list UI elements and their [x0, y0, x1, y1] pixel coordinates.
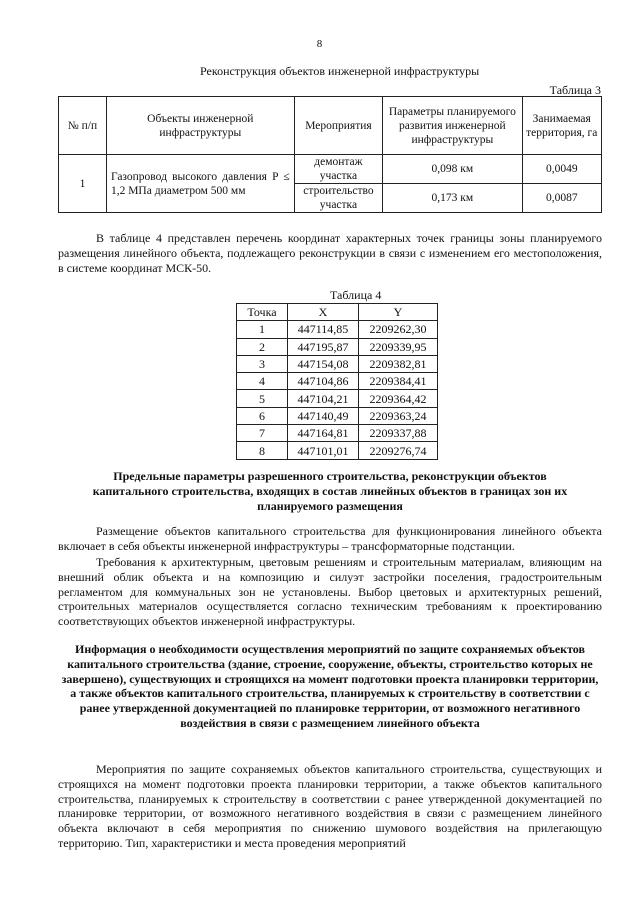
section1-heading: Предельные параметры разрешенного строительства, реконструкции объектов капитального строительства, входящих в состав линейных объектов в границах зон их планируемого размещения [92, 469, 568, 513]
table4-cell-x: 447104,86 [288, 373, 359, 390]
table4-row [237, 425, 438, 442]
table4-header-x: X [288, 304, 359, 321]
table3-header-measures: Мероприятия [294, 97, 383, 155]
table4-row [237, 321, 438, 338]
table3-header-number: № п/п [59, 97, 107, 155]
table4-row [237, 390, 438, 407]
table4-cell-point: 8 [237, 442, 288, 459]
table3-measure-param: 0,098 км [383, 155, 522, 184]
table4-cell-y: 2209384,41 [359, 373, 438, 390]
intro-paragraph: В таблице 4 представлен перечень координат характерных точек границы зоны планируемого размещения линейного объекта, подлежащего реконструкции в связи с изменением его местоположения, в системе координат МСК-50. [58, 231, 602, 275]
table3-measure-name: демонтаж участка [294, 155, 383, 184]
table4-cell-x: 447114,85 [288, 321, 359, 338]
table4-cell-x: 447104,21 [288, 390, 359, 407]
table3-header-parameters: Параметры планируемого развития инженерной инфраструктуры [383, 97, 522, 155]
table3-header-area: Занимаемая территория, га [522, 97, 602, 155]
table4-cell-y: 2209276,74 [359, 442, 438, 459]
table4-row [237, 407, 438, 424]
table4-cell-point: 6 [237, 407, 288, 424]
table3-measure-name: строительство участка [294, 184, 383, 213]
table4-cell-x: 447154,08 [288, 355, 359, 372]
section2-heading: Информация о необходимости осуществления мероприятий по защите сохраняемых объектов капитального строительства (здание, строение, сооружение, объекты, строительство которых не завершено), существующих и строящихся на момент подготовки проекта планировки территории, а также объектов капитального строительства, планируемых к строительству в соответствии с ранее утвержденной документацией по планировке территории, от возможного негативного воздействия в связи с размещением линейного объекта [61, 642, 599, 730]
table4-cell-point: 7 [237, 425, 288, 442]
table4 [236, 303, 438, 460]
section1-paragraph-2: Требования к архитектурным, цветовым решениям и строительным материалам, влияющим на внешний облик объекта и на композицию и силуэт застройки поселения, градостроительным регламентом для коммунальных зон не установлены. Выбор цветовых и архитектурных решений, строительных материалов осуществляется согласно техническим требованиям к проектированию соответствующих объектов инженерной инфраструктуры. [58, 555, 602, 629]
table4-cell-y: 2209364,42 [359, 390, 438, 407]
table4-cell-point: 5 [237, 390, 288, 407]
table4-cell-y: 2209337,88 [359, 425, 438, 442]
table3-row-object: Газопровод высокого давления P ≤ 1,2 МПа диаметром 500 мм [106, 155, 294, 213]
table3-measure-area: 0,0087 [522, 184, 602, 213]
table4-row [237, 442, 438, 459]
table3-measure-area: 0,0049 [522, 155, 602, 184]
table3-row-number: 1 [59, 155, 107, 213]
table3-row [59, 155, 602, 184]
table4-cell-y: 2209382,81 [359, 355, 438, 372]
table3-title: Реконструкция объектов инженерной инфраструктуры [200, 64, 480, 78]
table4-cell-x: 447195,87 [288, 338, 359, 355]
table3-label: Таблица 3 [549, 83, 601, 97]
table4-header-point: Точка [237, 304, 288, 321]
table4-header-y: Y [359, 304, 438, 321]
table4-cell-x: 447140,49 [288, 407, 359, 424]
table4-label: Таблица 4 [330, 288, 382, 302]
table4-cell-point: 3 [237, 355, 288, 372]
section2-paragraph: Мероприятия по защите сохраняемых объектов капитального строительства, существующих и строящихся на момент подготовки проекта планировки территории, а также объектов капитального строительства, планируемых к строительству в соответствии с ранее утвержденной документацией по планировке территории, от возможного негативного воздействия в связи с размещением линейного объекта включают в себя мероприятия по снижению шумового воздействия на прилегающую территорию. Тип, характеристики и места проведения мероприятий [58, 762, 602, 850]
table3-measure-param: 0,173 км [383, 184, 522, 213]
table3 [58, 96, 602, 213]
section1-paragraph-1: Размещение объектов капитального строительства для функционирования линейного объекта включает в себя объекты инженерной инфраструктуры – трансформаторные подстанции. [58, 524, 602, 553]
table4-row [237, 373, 438, 390]
table4-row [237, 338, 438, 355]
table4-cell-x: 447164,81 [288, 425, 359, 442]
table4-cell-y: 2209363,24 [359, 407, 438, 424]
page-number: 8 [316, 38, 323, 50]
table3-header-objects: Объекты инженерной инфраструктуры [106, 97, 294, 155]
table4-cell-y: 2209262,30 [359, 321, 438, 338]
table3-header-row [59, 97, 602, 155]
table4-cell-y: 2209339,95 [359, 338, 438, 355]
table4-cell-x: 447101,01 [288, 442, 359, 459]
table4-row [237, 355, 438, 372]
table4-cell-point: 1 [237, 321, 288, 338]
table4-cell-point: 2 [237, 338, 288, 355]
table4-cell-point: 4 [237, 373, 288, 390]
table4-header-row [237, 304, 438, 321]
